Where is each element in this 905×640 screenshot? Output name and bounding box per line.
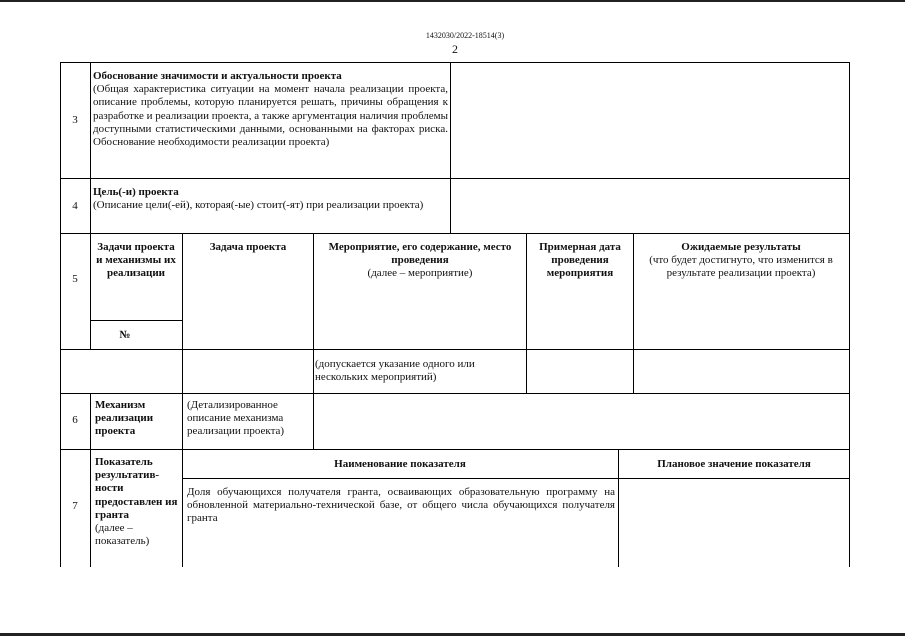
row-3-title: Обоснование значимости и актуальности проекта xyxy=(93,70,342,82)
row-7-number: 7 xyxy=(72,500,78,512)
row-7-label: Показатель результатив-ности предоставлен ия гранта xyxy=(95,456,178,521)
row-5-number: 5 xyxy=(72,273,78,285)
col-event-header xyxy=(318,241,522,281)
registration-number: 1432030/2022-18514(3) xyxy=(425,31,505,40)
row-4-number: 4 xyxy=(72,200,78,212)
row-6-description: (Детализированное описание механизма реализации проекта) xyxy=(187,399,285,438)
page-number: 2 xyxy=(452,42,458,56)
col-task-header: Задача проекта xyxy=(209,241,287,253)
row-3-description: (Общая характеристика ситуации на момент начала реализации проекта, описание проблемы, которую планируется решать, причины обращения к разработке и реализации проекта, а также аргументация наличия проблемы доступными статистическими данными, основанными на факторах риска. Обоснование необходимости реализации проекта) xyxy=(93,83,448,149)
number-sign: № xyxy=(119,329,131,341)
row-3-content xyxy=(93,70,448,149)
row-4-content xyxy=(93,186,443,212)
row-4-description: (Описание цели(-ей), которая(-ые) стоит(-ят) при реализации проекта) xyxy=(93,199,424,212)
event-hint: (допускается указание одного или нескольких мероприятий) xyxy=(315,358,475,384)
col-planned-value-header: Плановое значение показателя xyxy=(657,458,811,470)
col-event-title: Мероприятие, его содержание, место проведения xyxy=(328,241,512,267)
row-6-number: 6 xyxy=(72,414,78,426)
row-7-label-note: (далее – показатель) xyxy=(95,522,150,548)
top-border xyxy=(0,0,905,2)
col-result-title: Ожидаемые результаты xyxy=(681,241,801,253)
bottom-border xyxy=(0,633,905,636)
col-result-header xyxy=(635,241,847,281)
row-3-number: 3 xyxy=(72,114,78,126)
row-6-label: Механизм реализации проекта xyxy=(95,399,154,438)
col-indicator-name-header: Наименование показателя xyxy=(334,458,466,470)
row-7-label-block xyxy=(95,456,181,548)
col-result-note: (что будет достигнуто, что изменится в результате реализации проекта) xyxy=(649,254,833,280)
row-4-title: Цель(-и) проекта xyxy=(93,186,179,198)
row-5-label: Задачи проекта и механизмы их реализации xyxy=(96,241,176,280)
col-event-note: (далее – мероприятие) xyxy=(367,267,473,280)
indicator-text: Доля обучающихся получателя гранта, осваивающих образовательную программу на обновленной материально-технической базе, от общего числа обучающихся получателя гранта xyxy=(187,486,615,525)
col-date-header: Примерная дата проведения мероприятия xyxy=(539,241,621,280)
